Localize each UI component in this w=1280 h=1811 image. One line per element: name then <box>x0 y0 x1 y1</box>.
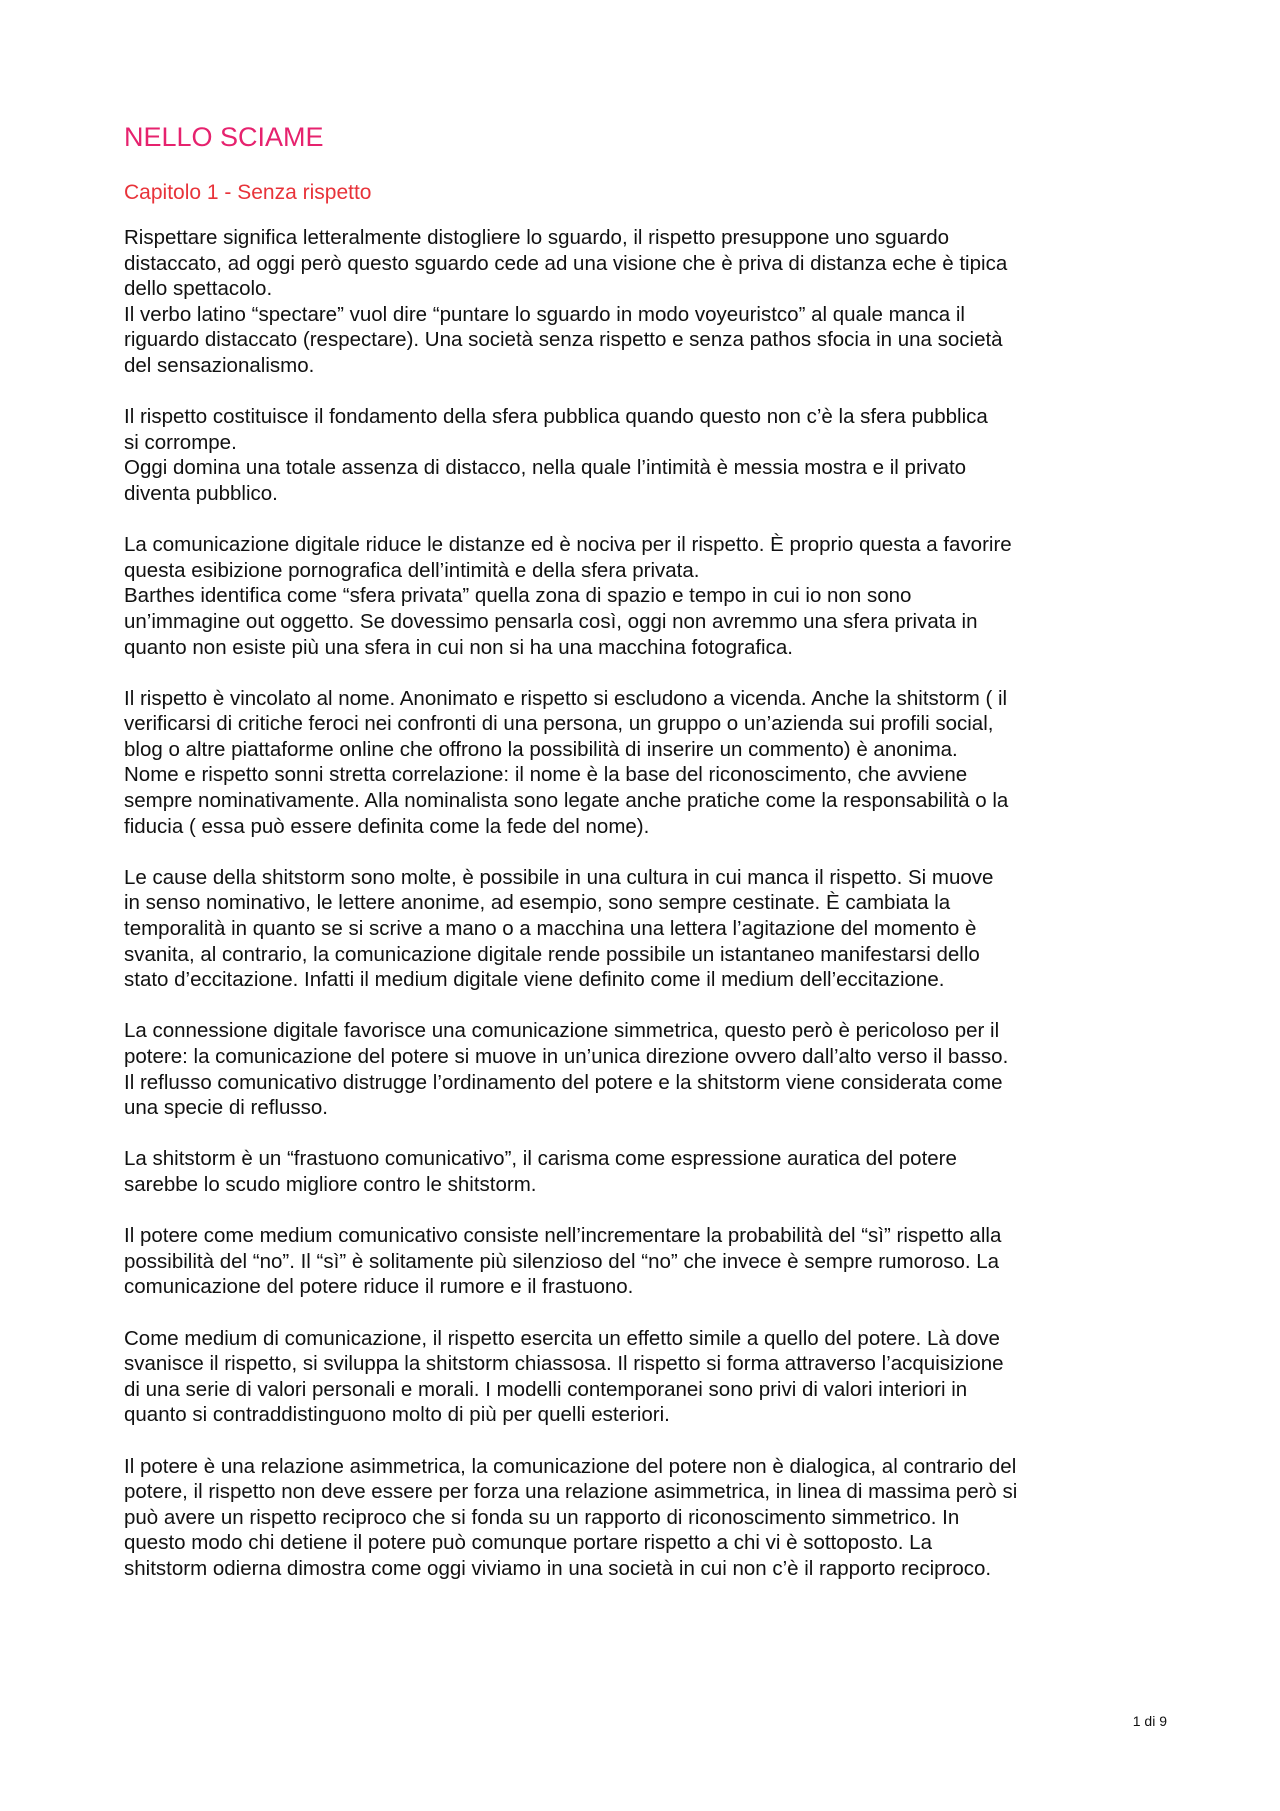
text-line: sempre nominativamente. Alla nominalista sono legate anche pratiche come la responsabilità o la <box>124 789 1009 813</box>
text-line: Il verbo latino “spectare” vuol dire “puntare lo sguardo in modo voyeuristco” al quale manca il <box>124 302 965 326</box>
text-line: quanto si contraddistinguono molto di più per quelli esteriori. <box>124 1403 670 1427</box>
paragraph <box>124 225 1164 379</box>
text-line: del sensazionalismo. <box>124 353 315 377</box>
text-line: blog o altre piattaforme online che offrono la possibilità di inserire un commento) è anonima. <box>124 737 958 761</box>
text-line: Come medium di comunicazione, il rispetto esercita un effetto simile a quello del potere. Là dove <box>124 1326 1000 1350</box>
paragraph <box>124 1223 1164 1300</box>
text-line: svanisce il rispetto, si sviluppa la shitstorm chiassosa. Il rispetto si forma attraverso l’acquisizione <box>124 1352 1004 1376</box>
text-line: quanto non esiste più una sfera in cui non si ha una macchina fotografica. <box>124 635 793 659</box>
text-line: dello spettacolo. <box>124 277 273 301</box>
text-line: comunicazione del potere riduce il rumore e il frastuono. <box>124 1275 634 1299</box>
paragraph <box>124 532 1164 660</box>
text-line: shitstorm odierna dimostra come oggi viviamo in una società in cui non c’è il rapporto reciproco. <box>124 1556 992 1580</box>
text-line: stato d’eccitazione. Infatti il medium digitale viene definito come il medium dell’eccitazione. <box>124 968 945 992</box>
text-line: potere, il rispetto non deve essere per forza una relazione asimmetrica, in linea di massima però si <box>124 1480 1018 1504</box>
text-line: La connessione digitale favorisce una comunicazione simmetrica, questo però è pericoloso per il <box>124 1019 1000 1043</box>
chapter-title: Capitolo 1 - Senza rispetto <box>124 181 372 204</box>
text-line: può avere un rispetto reciproco che si fonda su un rapporto di riconoscimento simmetrico. In <box>124 1505 960 1529</box>
text-line: Nome e rispetto sonni stretta correlazione: il nome è la base del riconoscimento, che avviene <box>124 763 968 787</box>
text-line: fiducia ( essa può essere definita come la fede del nome). <box>124 814 650 838</box>
text-line: svanita, al contrario, la comunicazione digitale rende possibile un istantaneo manifestarsi dello <box>124 942 980 966</box>
text-line: Le cause della shitstorm sono molte, è possibile in una cultura in cui manca il rispetto. Si muove <box>124 865 994 889</box>
text-line: sarebbe lo scudo migliore contro le shitstorm. <box>124 1172 537 1196</box>
paragraph <box>124 1146 1164 1197</box>
paragraph <box>124 1326 1164 1428</box>
text-line: Il potere come medium comunicativo consiste nell’incrementare la probabilità del “sì” rispetto alla <box>124 1224 1002 1248</box>
paragraph <box>124 865 1164 993</box>
text-line: Rispettare significa letteralmente distogliere lo sguardo, il rispetto presuppone uno sguardo <box>124 226 950 249</box>
text-line: questa esibizione pornografica dell’intimità e della sfera privata. <box>124 558 700 582</box>
text-line: di una serie di valori personali e morali. I modelli contemporanei sono privi di valori interiori in <box>124 1377 968 1401</box>
page-number: 1 di 9 <box>1132 1713 1167 1729</box>
body-text <box>124 225 1164 1581</box>
text-line: in senso nominativo, le lettere anonime, ad esempio, sono sempre cestinate. È cambiata la <box>124 891 951 915</box>
text-line: una specie di reflusso. <box>124 1096 328 1120</box>
text-line: temporalità in quanto se si scrive a mano o a macchina una lettera l’agitazione del momento è <box>124 917 977 941</box>
text-line: Il rispetto costituisce il fondamento della sfera pubblica quando questo non c’è la sfera pubblica <box>124 405 988 429</box>
text-line: si corrompe. <box>124 430 237 454</box>
text-line: distaccato, ad oggi però questo sguardo cede ad una visione che è priva di distanza eche è tipica <box>124 251 1008 275</box>
text-line: potere: la comunicazione del potere si muove in un’unica direzione ovvero dall’alto verso il basso. <box>124 1045 1009 1068</box>
text-line: Oggi domina una totale assenza di distacco, nella quale l’intimità è messia mostra e il privato <box>124 456 967 480</box>
text-line: diventa pubblico. <box>124 481 278 505</box>
text-line: riguardo distaccato (respectare). Una società senza rispetto e senza pathos sfocia in una società <box>124 328 1003 352</box>
text-line: La shitstorm è un “frastuono comunicativo”, il carisma come espressione auratica del potere <box>124 1147 957 1171</box>
text-line: possibilità del “no”. Il “sì” è solitamente più silenzioso del “no” che invece è sempre rumoroso. La <box>124 1249 1000 1273</box>
document-page <box>124 122 1164 1607</box>
text-line: un’immagine out oggetto. Se dovessimo pensarla così, oggi non avremmo una sfera privata in <box>124 609 978 633</box>
text-line: Barthes identifica come “sfera privata” quella zona di spazio e tempo in cui io non sono <box>124 584 912 608</box>
paragraph <box>124 686 1164 840</box>
paragraph <box>124 404 1164 506</box>
text-line: La comunicazione digitale riduce le distanze ed è nociva per il rispetto. È proprio questa a favorire <box>124 533 1012 557</box>
text-line: verificarsi di critiche feroci nei confronti di una persona, un gruppo o un’azienda sui profili social, <box>124 712 994 736</box>
paragraph <box>124 1454 1164 1582</box>
text-line: Il reflusso comunicativo distrugge l’ordinamento del potere e la shitstorm viene considerata come <box>124 1070 1003 1094</box>
paragraph <box>124 1018 1164 1120</box>
text-line: Il rispetto è vincolato al nome. Anonimato e rispetto si escludono a vicenda. Anche la shitstorm ( il <box>124 686 1008 710</box>
text-line: questo modo chi detiene il potere può comunque portare rispetto a chi vi è sottoposto. La <box>124 1531 932 1555</box>
document-title: NELLO SCIAME <box>124 122 324 152</box>
text-line: Il potere è una relazione asimmetrica, la comunicazione del potere non è dialogica, al contrario del <box>124 1454 1017 1478</box>
